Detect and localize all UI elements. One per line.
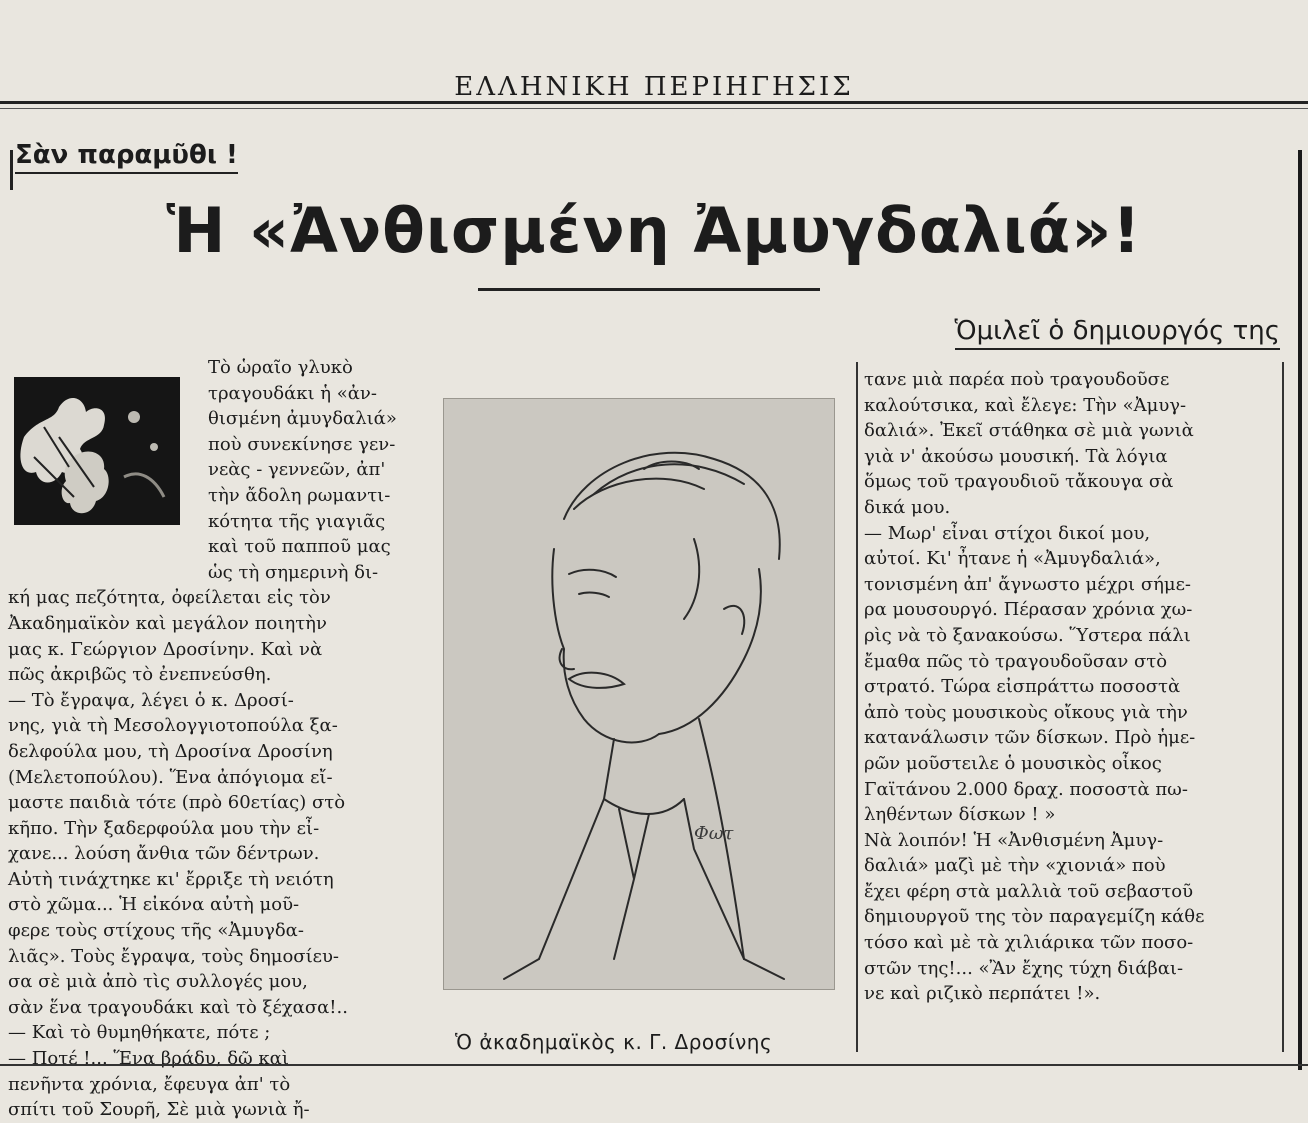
text-line: νε καὶ ριζικὸ περπάτει !». bbox=[864, 983, 1101, 1005]
text-line: δαλιά» μαζὶ μὲ τὴν «χιονιά» ποὺ bbox=[864, 855, 1166, 877]
text-line: (Μελετοπούλου). Ἕνα ἀπόγιομα εἴ- bbox=[8, 766, 333, 788]
right-column bbox=[864, 367, 1284, 1007]
portrait-drawing bbox=[444, 399, 834, 989]
text-line: κή μας πεζότητα, ὀφείλεται εἰς τὸν bbox=[8, 587, 331, 609]
text-line: ποὺ συνεκίνησε γεν- bbox=[208, 433, 396, 455]
text-line: μας κ. Γεώργιον Δροσίνην. Καὶ νὰ bbox=[8, 638, 323, 660]
text-line: κῆπο. Τὴν ξαδερφούλα μου τὴν εἶ- bbox=[8, 817, 320, 839]
portrait-sketch bbox=[443, 398, 835, 990]
text-line: Αὐτὴ τινάχτηκε κι' ἔρριξε τὴ νειότη bbox=[8, 868, 334, 890]
text-line: νης, γιὰ τὴ Μεσολογγιοτοπούλα ξα- bbox=[8, 715, 338, 737]
artist-signature: Φωτ bbox=[694, 823, 734, 844]
text-line: ὅμως τοῦ τραγουδιοῦ τἄκουγα σὰ bbox=[864, 471, 1174, 493]
text-line: ρῶν μοῦστειλε ὁ μουσικὸς οἶκος bbox=[864, 752, 1162, 774]
left-column bbox=[8, 355, 428, 1123]
portrait-caption: Ὁ ἀκαδημαϊκὸς κ. Γ. Δροσίνης bbox=[455, 1030, 773, 1054]
text-line: λιᾶς». Τοὺς ἔγραψα, τοὺς δημοσίευ- bbox=[8, 945, 340, 967]
masthead: ΕΛΛΗΝΙΚΗ ΠΕΡΙΗΓΗΣΙΣ bbox=[454, 72, 854, 102]
text-line: κότητα τῆς γιαγιᾶς bbox=[208, 510, 386, 532]
right-border-rule bbox=[1298, 150, 1302, 1070]
text-line: καὶ τοῦ παπποῦ μας bbox=[208, 536, 391, 558]
text-line: ἀπὸ τοὺς μουσικοὺς οἴκους γιὰ τὴν bbox=[864, 701, 1188, 723]
text-line: ρὶς νὰ τὸ ξανακούσω. Ὕστερα πάλι bbox=[864, 624, 1191, 646]
text-line: Γαϊτάνου 2.000 δραχ. ποσοστὰ πω- bbox=[864, 778, 1188, 800]
text-line: στρατό. Τώρα εἰσπράττω ποσοστὰ bbox=[864, 676, 1181, 698]
footer-rule bbox=[0, 1064, 1308, 1066]
text-line: ρα μουσουργό. Πέρασαν χρόνια χω- bbox=[864, 599, 1193, 621]
text-line: ἔμαθα πῶς τὸ τραγουδοῦσαν στὸ bbox=[864, 650, 1168, 672]
text-line: σα σὲ μιὰ ἀπὸ τὶς συλλογές μου, bbox=[8, 971, 308, 993]
column-rule bbox=[856, 362, 858, 1052]
text-line: σπίτι τοῦ Σουρῆ, Σὲ μιὰ γωνιὰ ἤ- bbox=[8, 1099, 310, 1121]
text-line: σὰν ἕνα τραγουδάκι καὶ τὸ ξέχασα!.. bbox=[8, 996, 348, 1018]
text-line: νεὰς - γεννεῶν, ἀπ' bbox=[208, 459, 386, 481]
text-line: ὡς τὴ σημερινὴ δι- bbox=[208, 561, 379, 583]
text-line: Νὰ λοιπόν! Ἡ «Ἀνθισμένη Ἀμυγ- bbox=[864, 829, 1164, 851]
text-line: στὸ χῶμα... Ἡ εἰκόνα αὐτὴ μοῦ- bbox=[8, 894, 300, 916]
subhead: Ὁμιλεῖ ὁ δημιουργός της bbox=[955, 316, 1280, 350]
text-line: — Ποτέ !... Ἕνα βράδυ, δῶ καὶ bbox=[8, 1048, 289, 1070]
text-line: δαλιά». Ἐκεῖ στάθηκα σὲ μιὰ γωνιὰ bbox=[864, 420, 1194, 442]
text-line: Ἀκαδημαϊκὸν καὶ μεγάλον ποιητὴν bbox=[8, 612, 327, 634]
text-line: δημιουργοῦ της τὸν παραγεμίζη κάθε bbox=[864, 906, 1205, 928]
text-line: — Τὸ ἔγραψα, λέγει ὁ κ. Δροσί- bbox=[8, 689, 294, 711]
text-line: καλούτσικα, καὶ ἔλεγε: Τὴν «Ἀμυγ- bbox=[864, 394, 1187, 416]
text-line: — Μωρ' εἶναι στίχοι δικοί μου, bbox=[864, 522, 1151, 544]
text-line: δικά μου. bbox=[864, 496, 951, 518]
headline-rule bbox=[478, 288, 820, 291]
text-line: τανε μιὰ παρέα ποὺ τραγουδοῦσε bbox=[864, 369, 1170, 390]
text-line: χανε... λούση ἄνθια τῶν δέντρων. bbox=[8, 843, 320, 865]
text-line: πενῆντα χρόνια, ἔφευγα ἀπ' τὸ bbox=[8, 1073, 291, 1095]
text-line: ληθέντων δίσκων ! » bbox=[864, 804, 1056, 826]
text-line: τονισμένη ἀπ' ἄγνωστο μέχρι σήμε- bbox=[864, 573, 1192, 595]
kicker-bar bbox=[10, 150, 13, 190]
text-line: τραγουδάκι ἡ «ἀν- bbox=[208, 382, 377, 404]
masthead-rule bbox=[0, 101, 1308, 104]
text-line: τὴν ἄδολη ρωμαντι- bbox=[208, 484, 391, 506]
text-line: δελφούλα μου, τὴ Δροσίνα Δροσίνη bbox=[8, 740, 333, 762]
text-line: φερε τοὺς στίχους τῆς «Ἀμυγδα- bbox=[8, 920, 304, 942]
text-line: αὐτοί. Κι' ἦτανε ἡ «Ἀμυγδαλιά», bbox=[864, 548, 1161, 570]
text-line: Τὸ ὡραῖο γλυκὸ bbox=[208, 357, 353, 378]
text-line: θισμένη ἀμυγδαλιά» bbox=[208, 408, 397, 430]
text-line: ἔχει φέρη στὰ μαλλιὰ τοῦ σεβαστοῦ bbox=[864, 880, 1194, 902]
text-line: — Καὶ τὸ θυμηθήκατε, πότε ; bbox=[8, 1022, 271, 1044]
text-line: τόσο καὶ μὲ τὰ χιλιάρικα τῶν ποσο- bbox=[864, 932, 1194, 954]
text-line: κατανάλωσιν τῶν δίσκων. Πρὸ ἡμε- bbox=[864, 727, 1196, 749]
text-line: γιὰ ν' ἀκούσω μουσική. Τὰ λόγια bbox=[864, 445, 1168, 467]
text-line: μαστε παιδιὰ τότε (πρὸ 60ετίας) στὸ bbox=[8, 792, 346, 814]
masthead-rule-thin bbox=[0, 108, 1308, 109]
headline: Ἡ «Ἀνθισμένη Ἀμυγδαλιά»! bbox=[166, 194, 1142, 267]
text-line: στῶν της!... «Ἂν ἔχης τύχη διάβαι- bbox=[864, 957, 1184, 979]
text-line: πῶς ἀκριβῶς τὸ ἐνεπνεύσθη. bbox=[8, 664, 272, 686]
kicker: Σὰν παραμῦθι ! bbox=[15, 140, 238, 174]
